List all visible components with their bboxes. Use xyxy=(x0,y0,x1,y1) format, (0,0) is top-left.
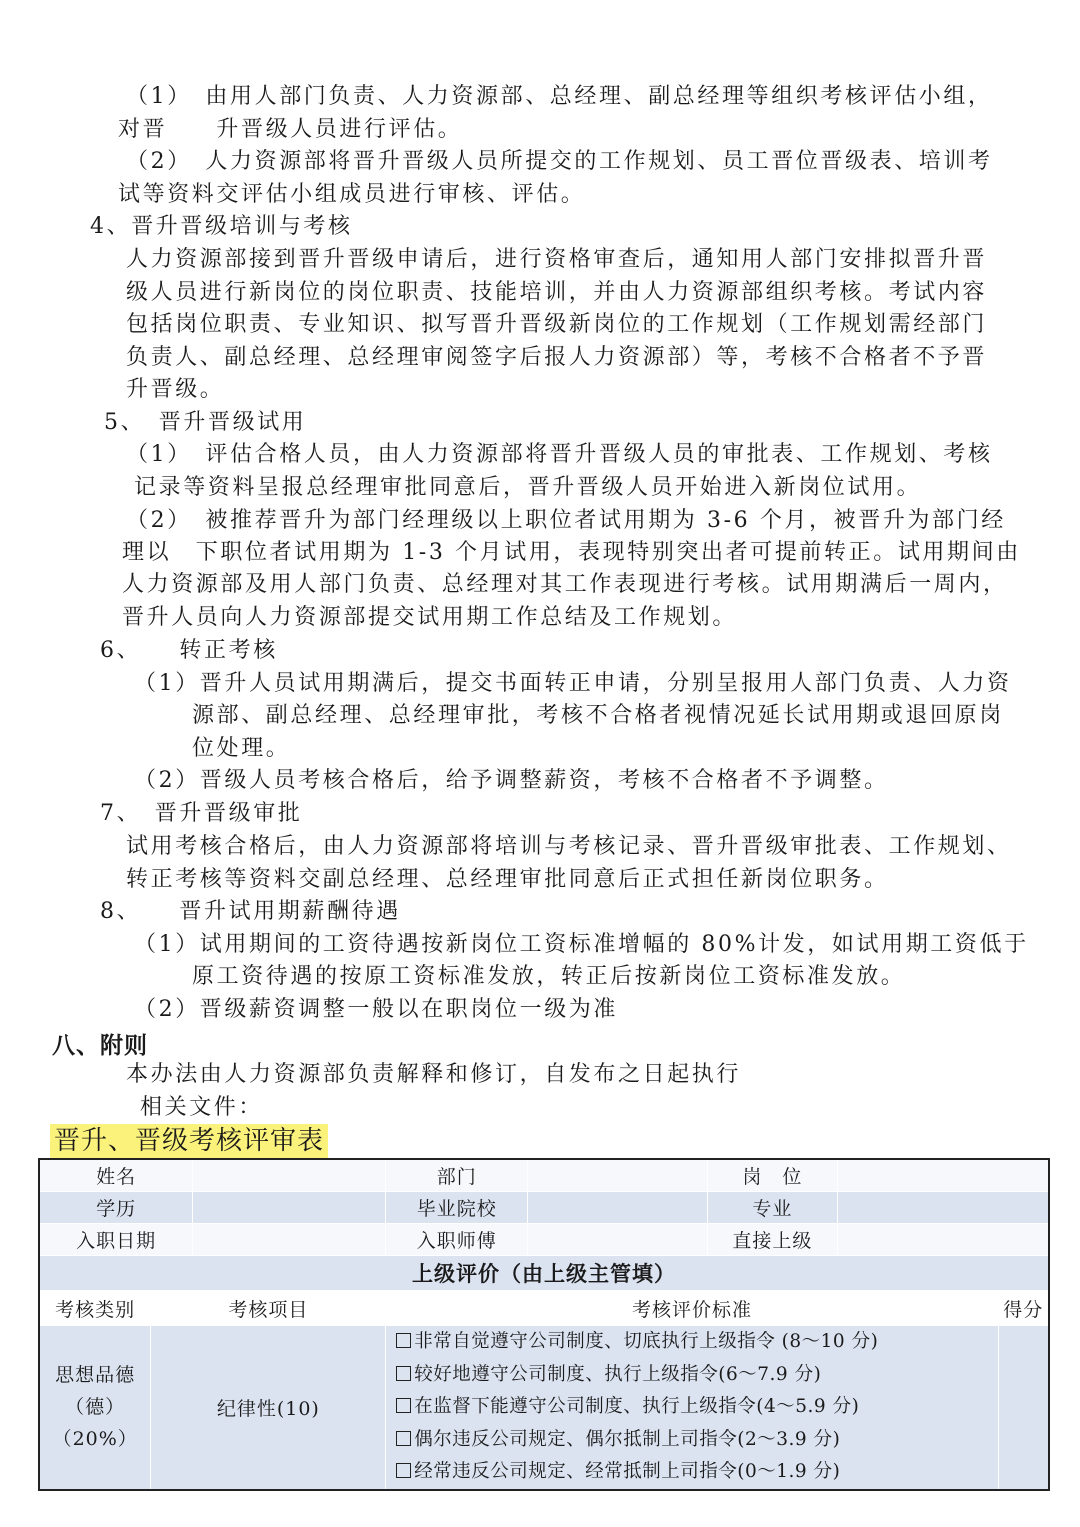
criteria-option[interactable] xyxy=(396,1326,997,1359)
form-row-name xyxy=(39,1159,1049,1192)
input-education[interactable] xyxy=(193,1192,386,1224)
category-cell xyxy=(39,1326,151,1490)
text-line: 记录等资料呈报总经理审批同意后，晋升晋级人员开始进入新岗位试用。 xyxy=(134,475,922,500)
category-weight: （20%） xyxy=(52,1428,138,1451)
text-line: 原工资待遇的按原工资标准发放，转正后按新岗位工资标准发放。 xyxy=(192,964,906,989)
label-department: 部门 xyxy=(386,1159,528,1192)
criteria-option[interactable] xyxy=(396,1456,997,1489)
checkbox-icon[interactable] xyxy=(396,1463,411,1478)
label-entry-date: 入职日期 xyxy=(39,1224,193,1256)
input-supervisor[interactable] xyxy=(837,1224,1049,1256)
header-category: 考核类别 xyxy=(39,1291,151,1326)
text-line: 级人员进行新岗位的岗位职责、技能培训，并由人力资源部组织考核。考试内容 xyxy=(126,280,988,305)
text-line: 人力资源部及用人部门负责、总经理对其工作表现进行考核。试用期满后一周内， xyxy=(122,572,1008,597)
criteria-label: 经常违反公司规定、经常抵制上司指令(0～1.9 分) xyxy=(414,1461,841,1482)
text-line: 源部、副总经理、总经理审批，考核不合格者视情况延长试用期或退回原岗 xyxy=(192,703,1004,728)
checkbox-icon[interactable] xyxy=(396,1398,411,1413)
criteria-label: 较好地遵守公司制度、执行上级指令(6～7.9 分) xyxy=(414,1363,822,1385)
checkbox-icon[interactable] xyxy=(396,1366,411,1381)
criteria-cell xyxy=(386,1326,998,1490)
input-major[interactable] xyxy=(837,1192,1049,1224)
section-title: 上级评价（由上级主管填） xyxy=(39,1256,1049,1291)
label-mentor: 入职师傅 xyxy=(386,1224,528,1256)
text-line: 转正考核等资料交副总经理、总经理审批同意后正式担任新岗位职务。 xyxy=(126,867,889,892)
text-line: 试用考核合格后，由人力资源部将培训与考核记录、晋升晋级审批表、工作规划、 xyxy=(126,834,1012,859)
criteria-option[interactable] xyxy=(396,1424,997,1457)
input-mentor[interactable] xyxy=(528,1224,708,1256)
section-row xyxy=(39,1256,1049,1291)
category-name: 思想品德 xyxy=(55,1364,136,1387)
label-supervisor: 直接上级 xyxy=(707,1224,837,1256)
header-item: 考核项目 xyxy=(151,1291,386,1326)
text-line: 位处理。 xyxy=(192,736,291,761)
checkbox-icon[interactable] xyxy=(396,1333,411,1348)
text-line: （2）晋级薪资调整一般以在职岗位一级为准 xyxy=(134,997,618,1022)
text-line: 理以 下职位者试用期为 1-3 个月试用，表现特别突出者可提前转正。试用期间由 xyxy=(122,540,1021,565)
label-school: 毕业院校 xyxy=(386,1192,528,1224)
text-line: （1）试用期间的工资待遇按新岗位工资标准增幅的 80%计发，如试用期工资低于 xyxy=(134,932,1029,957)
text-line: 升晋级。 xyxy=(126,377,225,402)
label-major: 专业 xyxy=(707,1192,837,1224)
text-line: 对晋 升晋级人员进行评估。 xyxy=(118,117,463,142)
text-line: 试等资料交评估小组成员进行审核、评估。 xyxy=(118,182,586,207)
text-line: 人力资源部接到晋升晋级申请后，进行资格审查后，通知用人部门安排拟晋升晋 xyxy=(126,247,988,272)
header-score: 得分 xyxy=(998,1291,1049,1326)
input-entry-date[interactable] xyxy=(193,1224,386,1256)
score-cell[interactable] xyxy=(998,1326,1049,1490)
label-education: 学历 xyxy=(39,1192,193,1224)
text-line: （1） 评估合格人员，由人力资源部将晋升晋级人员的审批表、工作规划、考核 xyxy=(126,442,993,467)
header-row xyxy=(39,1291,1049,1326)
section-heading: 6、 转正考核 xyxy=(100,638,278,663)
criteria-label: 非常自觉遵守公司制度、切底执行上级指令 (8～10 分) xyxy=(414,1331,879,1352)
section-8-text: 本办法由人力资源部负责解释和修订，自发布之日起执行 xyxy=(126,1062,742,1087)
header-criteria: 考核评价标准 xyxy=(386,1291,998,1326)
section-8-heading: 八、附则 xyxy=(52,1033,148,1059)
section-heading: 5、 晋升晋级试用 xyxy=(104,410,307,435)
input-name[interactable] xyxy=(193,1159,386,1192)
form-row-entry xyxy=(39,1224,1049,1256)
criteria-label: 偶尔违反公司规定、偶尔抵制上司指令(2～3.9 分) xyxy=(414,1428,841,1450)
section-heading: 7、 晋升晋级审批 xyxy=(100,801,303,826)
related-files-label: 相关文件： xyxy=(140,1095,264,1120)
text-line: （2） 人力资源部将晋升晋级人员所提交的工作规划、员工晋位晋级表、培训考 xyxy=(126,149,993,174)
label-position: 岗 位 xyxy=(707,1159,837,1192)
text-line: （2）晋级人员考核合格后，给予调整薪资，考核不合格者不予调整。 xyxy=(134,768,889,793)
label-name: 姓名 xyxy=(39,1159,193,1192)
category-code: （德） xyxy=(65,1396,126,1419)
criteria-option[interactable] xyxy=(396,1391,997,1424)
text-line: （1）晋升人员试用期满后，提交书面转正申请，分别呈报用人部门负责、人力资 xyxy=(134,671,1012,696)
input-department[interactable] xyxy=(528,1159,708,1192)
section-heading: 8、 晋升试用期薪酬待遇 xyxy=(100,899,401,924)
text-line: （2） 被推荐晋升为部门经理级以上职位者试用期为 3-6 个月，被晋升为部门经 xyxy=(126,508,1006,533)
text-line: 负责人、副总经理、总经理审阅签字后报人力资源部）等，考核不合格者不予晋 xyxy=(126,345,988,370)
text-line: 晋升人员向人力资源部提交试用期工作总结及工作规划。 xyxy=(122,605,738,630)
input-school[interactable] xyxy=(528,1192,708,1224)
form-row-education xyxy=(39,1192,1049,1224)
item-cell: 纪律性(10) xyxy=(151,1326,386,1490)
evaluation-row xyxy=(39,1326,1049,1490)
review-form-table xyxy=(38,1158,1050,1491)
text-line: 包括岗位职责、专业知识、拟写晋升晋级新岗位的工作规划（工作规划需经部门 xyxy=(126,312,988,337)
text-line: （1） 由用人部门负责、人力资源部、总经理、副总经理等组织考核评估小组， xyxy=(126,84,993,109)
section-heading: 4、晋升晋级培训与考核 xyxy=(90,214,353,239)
criteria-label: 在监督下能遵守公司制度、执行上级指令(4～5.9 分) xyxy=(414,1396,860,1417)
criteria-option[interactable] xyxy=(396,1359,997,1392)
checkbox-icon[interactable] xyxy=(396,1431,411,1446)
input-position[interactable] xyxy=(837,1159,1049,1192)
form-title: 晋升、晋级考核评审表 xyxy=(50,1124,328,1158)
